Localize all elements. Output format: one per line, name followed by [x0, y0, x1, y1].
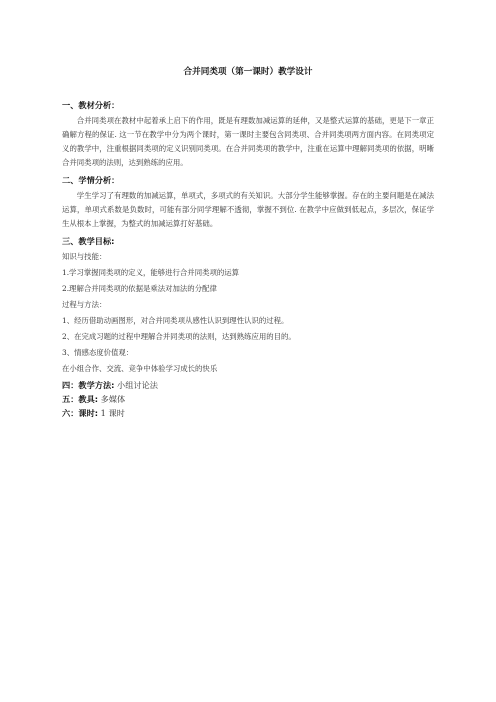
section-heading-teaching-goals: 三、教学目标:	[62, 236, 115, 246]
document-body	[62, 98, 434, 420]
class-hours-label: 六：课时:	[62, 408, 99, 418]
goal-line: 在小组合作、交流、竞争中体验学习成长的快乐	[62, 364, 218, 373]
teaching-method-value: 小组讨论法	[114, 380, 158, 390]
goal-line: 过程与方法：	[62, 300, 107, 309]
class-hours-value: 1 课时	[98, 408, 125, 418]
section-teaching-method	[62, 378, 434, 392]
goal-line: 1、经历借助动画图形，对合并同类项从感性认识到理性认识的过程。	[62, 316, 289, 325]
goal-line: 1.学习掌握同类项的定义，能够进行合并同类项的运算	[62, 268, 240, 277]
goal-line: 知识与技能：	[62, 252, 107, 261]
student-analysis-paragraph: 学生学习了有理数的加减运算，单项式，多项式的有关知识。大部分学生能够掌握。存在的主要问题是在减法运算，单项式系数是负数时，可能有部分同学理解不透彻，掌握不到位. 在教学中应做到低起点，多层次，保证学生从根本上掌握，为整式的加减运算打好基础。	[62, 191, 434, 228]
goal-line: 3、情感态度价值观：	[62, 348, 134, 357]
goal-line: 2、在完成习题的过程中理解合并同类项的法则，达到熟练应用的目的。	[62, 332, 296, 341]
section-heading-textbook-analysis: 一、教材分析：	[62, 100, 120, 110]
goal-line: 2.理解合并同类项的依据是乘法对加法的分配律	[62, 284, 217, 293]
section-teaching-aids	[62, 392, 434, 406]
teaching-method-label: 四：教学方法:	[62, 380, 115, 390]
textbook-analysis-paragraph: 合并同类项在教材中起着承上启下的作用，既是有理数加减运算的延伸，又是整式运算的基础，更是下一章正确解方程的保证. 这一节在教学中分为两个课时，第一课时主要包含同类项、合并同类项两方面内容。在同类项定义的教学中，注重根据同类项的定义识别同类项。在合并同类项的教学中，注重在运算中理解同类项的依据，明晰合并同类项的法则，达到熟练的应用。	[62, 116, 434, 167]
section-class-hours	[62, 406, 434, 420]
teaching-aids-value: 多媒体	[98, 394, 126, 404]
page-title: 合并同类项（第一课时）教学设计	[183, 67, 313, 77]
teaching-aids-label: 五：教具:	[62, 394, 99, 404]
section-heading-student-analysis: 二、学情分析：	[62, 175, 120, 185]
